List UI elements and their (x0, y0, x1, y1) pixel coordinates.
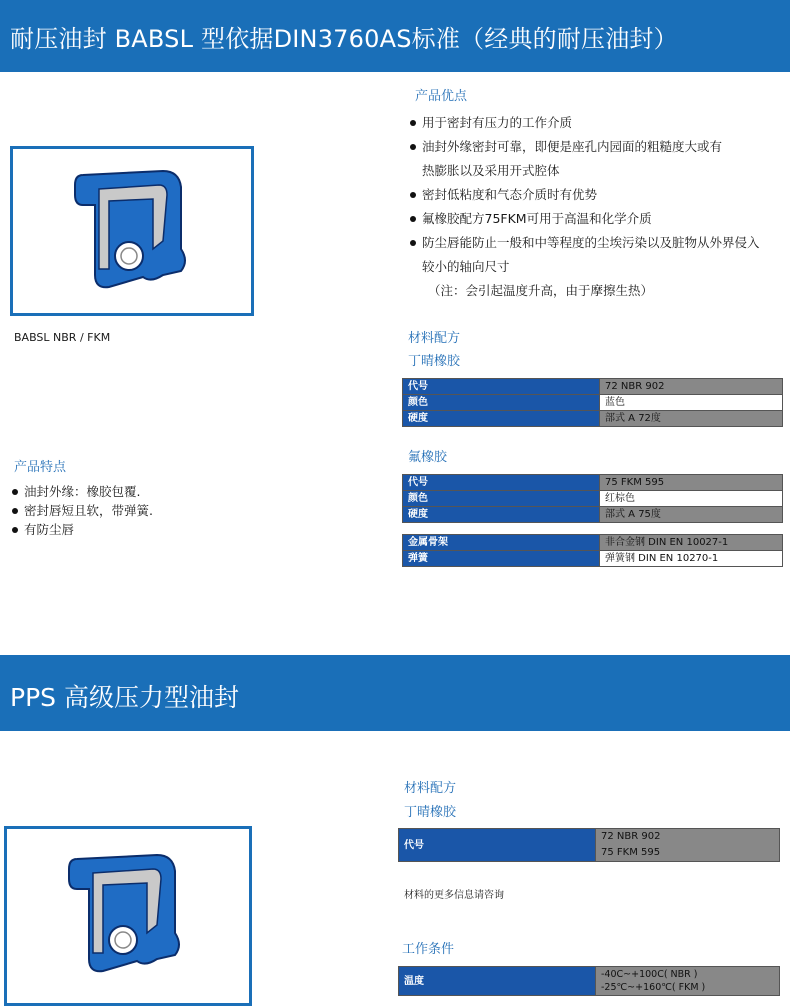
table-value: 75 FKM 595 (600, 475, 783, 491)
table-key: 金属骨架 (403, 535, 600, 551)
pps-temp-table (398, 966, 780, 996)
table-value (596, 967, 780, 996)
table-row (403, 395, 783, 411)
list-item: 油封外缘密封可靠，即便是座孔内园面的粗糙度大或有 (408, 137, 788, 161)
table-value: 红棕色 (600, 491, 783, 507)
list-item: 氟橡胶配方75FKM可用于高温和化学介质 (408, 209, 788, 233)
fkm-spec-table (402, 474, 783, 523)
temp-value: -40C~+100C( NBR ) (601, 969, 698, 980)
list-item: 密封低粘度和气态介质时有优势 (408, 185, 788, 209)
table-key: 代号 (403, 379, 600, 395)
nbr-heading: 丁晴橡胶 (408, 354, 461, 369)
table-key: 硬度 (403, 411, 600, 427)
features-heading: 产品特点 (14, 460, 67, 475)
table-value: 非合金钢 DIN EN 10027-1 (600, 535, 783, 551)
section2-title: PPS 高级压力型油封 (10, 683, 239, 712)
advantages-list (408, 113, 788, 305)
code-value: 72 NBR 902 (601, 831, 661, 842)
table-row (403, 535, 783, 551)
advantages-heading: 产品优点 (415, 89, 468, 104)
table-key: 代号 (403, 475, 600, 491)
section1-title: 耐压油封 BABSL 型依据DIN3760AS标准（经典的耐压油封） (10, 25, 678, 53)
table-value: 72 NBR 902 (600, 379, 783, 395)
table-key: 颜色 (403, 395, 600, 411)
seal-image-pps (4, 826, 252, 1006)
material-heading: 材料配方 (404, 781, 457, 796)
table-value: 部式 A 72度 (600, 411, 783, 427)
section2-banner (0, 655, 790, 731)
table-row (403, 475, 783, 491)
list-item: 防尘唇能防止一般和中等程度的尘埃污染以及脏物从外界侵入 (408, 233, 788, 257)
list-item: 较小的轴向尺寸 (422, 259, 510, 274)
temp-value: -25℃~+160℃( FKM ) (601, 982, 706, 993)
material-heading: 材料配方 (408, 331, 461, 346)
table-key: 硬度 (403, 507, 600, 523)
table-value (596, 829, 780, 862)
more-info-text: 材料的更多信息请咨询 (404, 890, 504, 901)
nbr-spec-table (402, 378, 783, 427)
table-key: 颜色 (403, 491, 600, 507)
table-row (403, 379, 783, 395)
table-row (403, 491, 783, 507)
features-list (10, 482, 310, 539)
table-key: 代号 (399, 829, 596, 862)
list-item: 油封外缘：橡胶包覆. (10, 482, 310, 501)
list-item: 有防尘唇 (10, 520, 310, 539)
table-row (403, 507, 783, 523)
table-value: 弹簧钢 DIN EN 10270-1 (600, 551, 783, 567)
section1-banner (0, 0, 790, 72)
fkm-heading: 氟橡胶 (408, 450, 448, 465)
list-item: 热膨胀以及采用开式腔体 (422, 163, 560, 178)
code-value: 75 FKM 595 (601, 847, 661, 858)
table-row (399, 829, 780, 862)
table-row (403, 551, 783, 567)
seal-cross-section-icon (13, 149, 251, 313)
seal-image-babsl (10, 146, 254, 316)
table-key: 温度 (399, 967, 596, 996)
table-key: 弹簧 (403, 551, 600, 567)
table-row (399, 967, 780, 996)
nbr-heading: 丁晴橡胶 (404, 805, 457, 820)
seal-cross-section-icon (7, 829, 249, 1003)
list-item: 密封唇短且软，带弹簧. (10, 501, 310, 520)
pps-code-table (398, 828, 780, 862)
list-item: （注：会引起温度升高，由于摩擦生热） (428, 283, 654, 298)
list-item: 用于密封有压力的工作介质 (408, 113, 788, 137)
metal-spec-table (402, 534, 783, 567)
table-value: 部式 A 75度 (600, 507, 783, 523)
table-row (403, 411, 783, 427)
conditions-heading: 工作条件 (402, 942, 455, 957)
image-caption: BABSL NBR / FKM (14, 331, 111, 344)
table-value: 蓝色 (600, 395, 783, 411)
